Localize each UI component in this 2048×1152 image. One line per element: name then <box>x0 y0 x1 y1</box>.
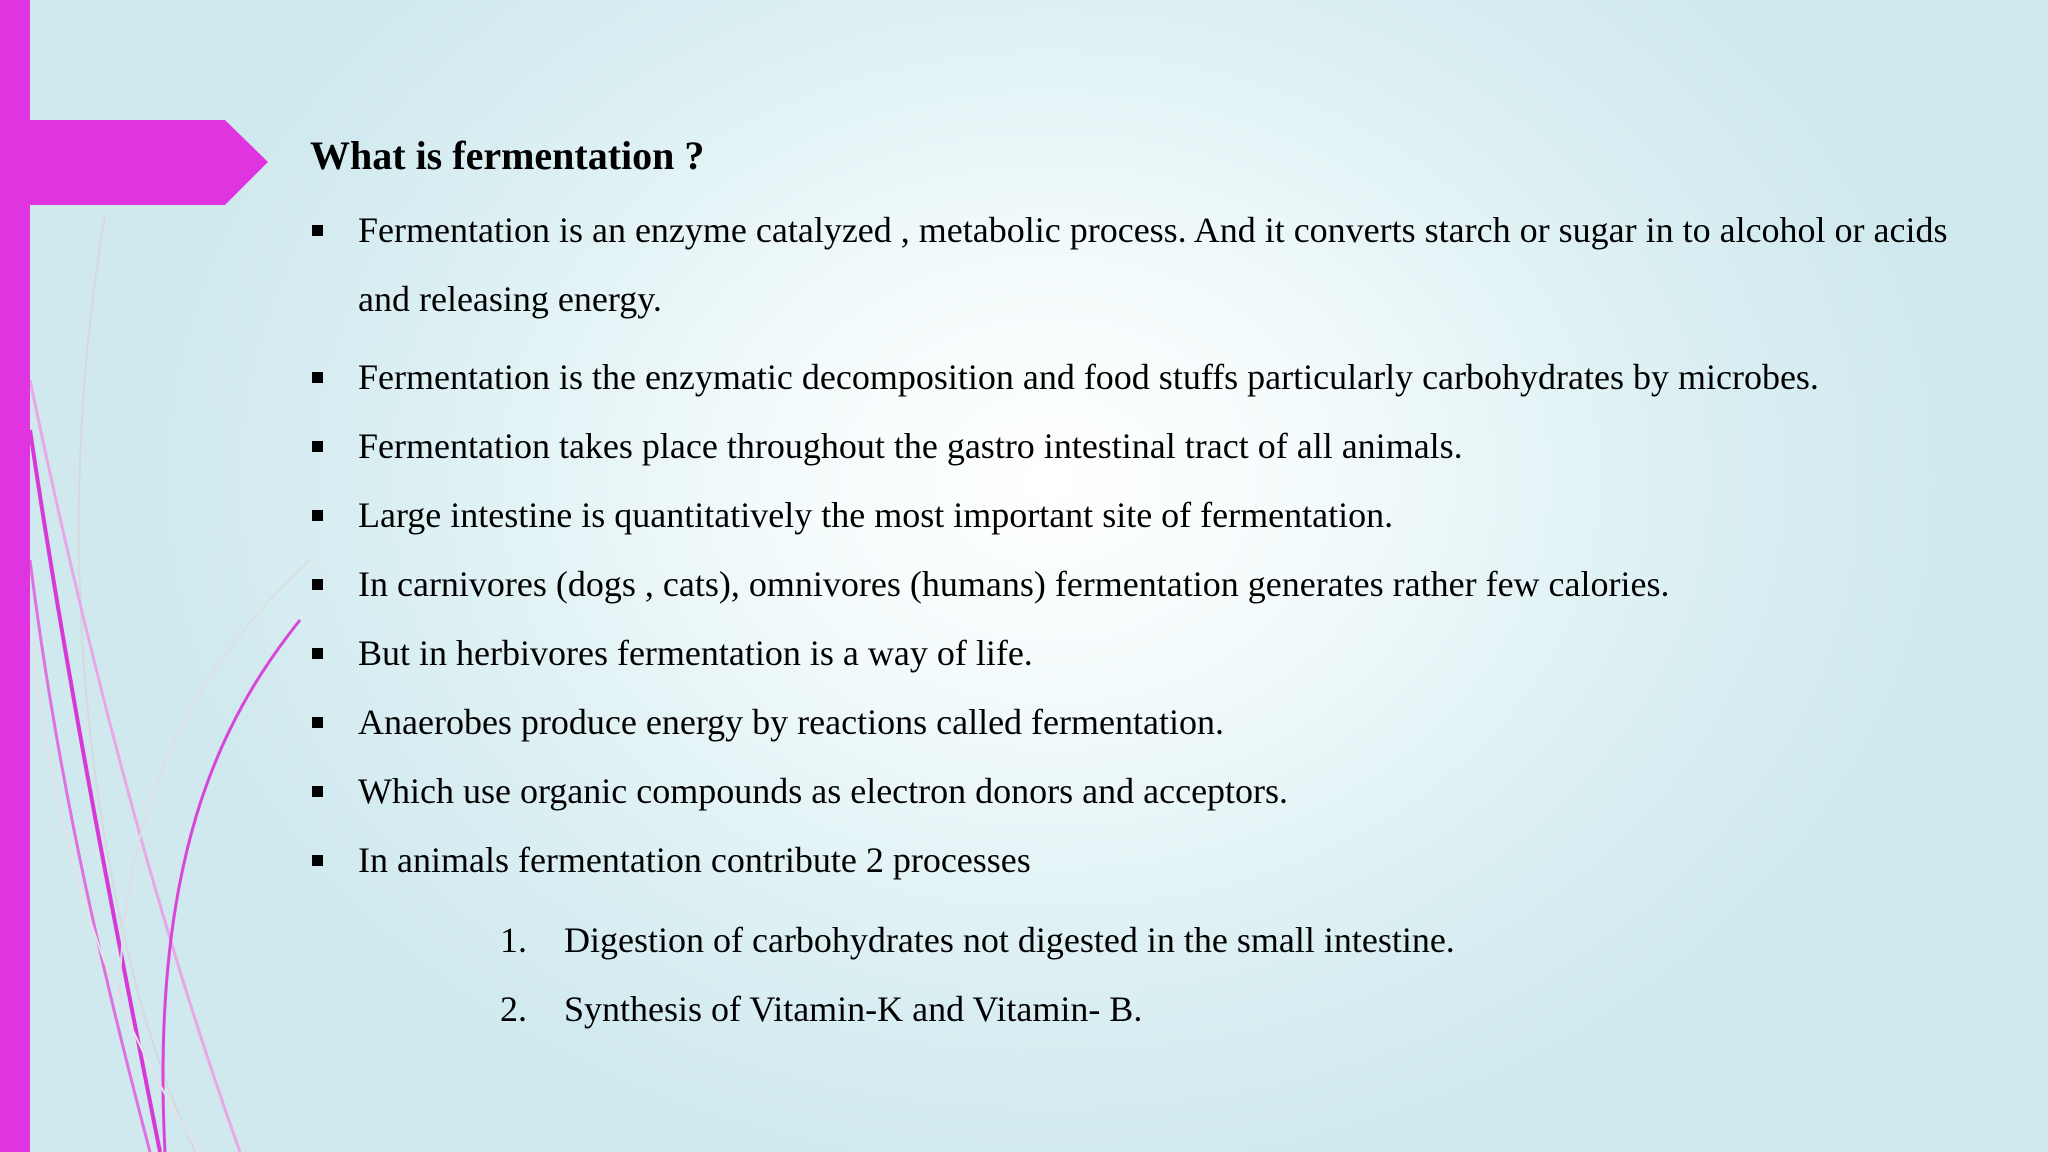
bullet-item <box>310 826 1990 895</box>
bullet-item <box>310 481 1990 550</box>
square-bullet-icon <box>312 579 323 590</box>
arrow-tab-icon <box>0 0 280 220</box>
square-bullet-icon <box>312 786 323 797</box>
process-item <box>500 906 1455 975</box>
bullet-text: Fermentation is the enzymatic decomposition and food stuffs particularly carbohydrates by microbes. <box>358 357 1819 397</box>
slide-title: What is fermentation ? <box>310 133 705 178</box>
square-bullet-icon <box>312 717 323 728</box>
square-bullet-icon <box>312 855 323 866</box>
bullet-item <box>310 412 1990 481</box>
square-bullet-icon <box>312 510 323 521</box>
process-item <box>500 975 1455 1044</box>
bullet-item <box>310 619 1990 688</box>
bullet-text: Fermentation takes place throughout the gastro intestinal tract of all animals. <box>358 426 1463 466</box>
square-bullet-icon <box>312 372 323 383</box>
process-text: Synthesis of Vitamin-K and Vitamin- B. <box>564 989 1143 1029</box>
process-number: 2. <box>500 989 527 1029</box>
bullet-item <box>310 196 1990 334</box>
bullet-text: Which use organic compounds as electron donors and acceptors. <box>358 771 1289 811</box>
bullet-text: Fermentation is an enzyme catalyzed , metabolic process. And it converts starch or sugar in to alcohol or acids and releasing energy. <box>358 210 1948 319</box>
process-number: 1. <box>500 920 527 960</box>
bullet-item <box>310 550 1990 619</box>
process-text: Digestion of carbohydrates not digested in the small intestine. <box>564 920 1455 960</box>
square-bullet-icon <box>312 648 323 659</box>
bullet-text: In carnivores (dogs , cats), omnivores (humans) fermentation generates rather few calories. <box>358 564 1670 604</box>
bullet-item <box>310 757 1990 826</box>
bullet-list <box>310 196 1990 895</box>
square-bullet-icon <box>312 441 323 452</box>
square-bullet-icon <box>312 225 323 236</box>
bullet-text: But in herbivores fermentation is a way of life. <box>358 633 1033 673</box>
process-list <box>500 906 1455 1044</box>
bullet-text: Anaerobes produce energy by reactions called fermentation. <box>358 702 1224 742</box>
bullet-item <box>310 688 1990 757</box>
bullet-text: Large intestine is quantitatively the most important site of fermentation. <box>358 495 1394 535</box>
bullet-text: In animals fermentation contribute 2 processes <box>358 840 1031 880</box>
bullet-item <box>310 343 1990 412</box>
